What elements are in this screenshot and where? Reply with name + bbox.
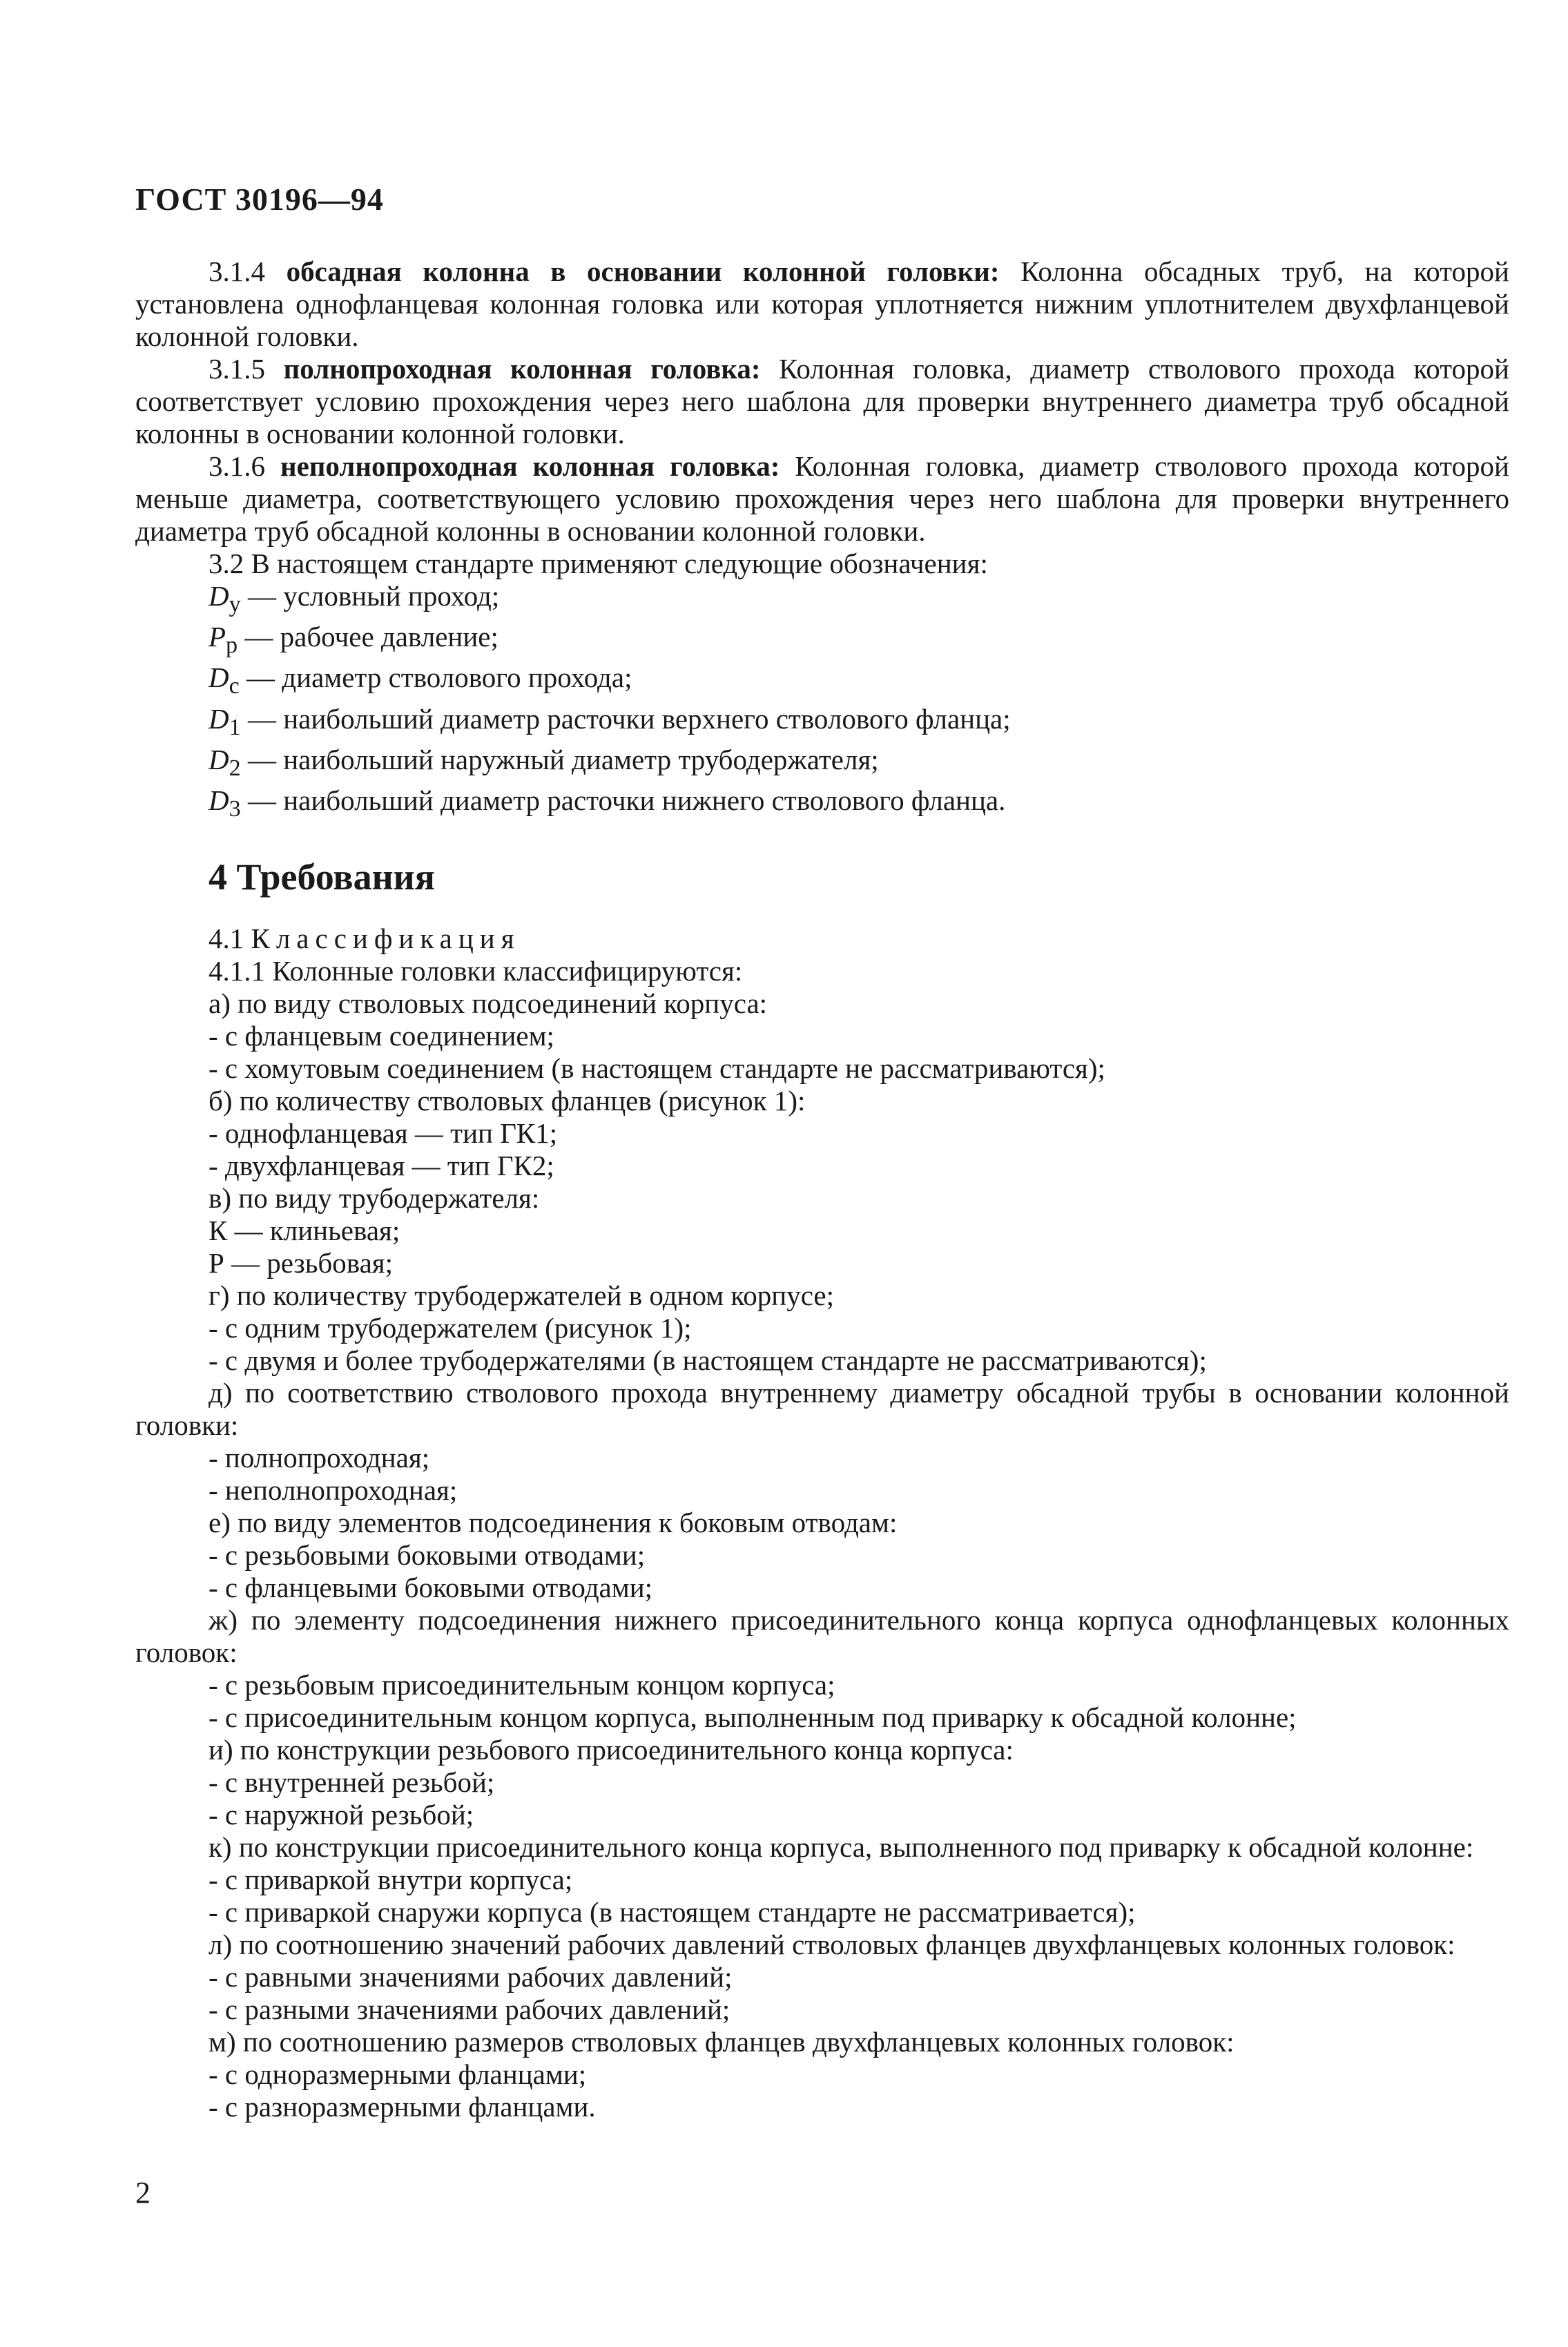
symbol-description: — условный проход; [240, 580, 500, 612]
paragraph-3-1-6 [135, 450, 1509, 548]
symbol-definition [135, 744, 1509, 784]
symbol-definition [135, 580, 1509, 621]
list-item: л) по соотношению значений рабочих давлений стволовых фланцев двухфланцевых колонных головок: [209, 1929, 1455, 1961]
symbol-description: — диаметр стволового прохода; [239, 661, 632, 694]
symbol-subscript: 3 [229, 796, 241, 822]
list-item: - полнопроходная; [209, 1442, 430, 1474]
term: полнопроходная колонная головка: [283, 353, 761, 385]
definition: Колонная головка, диаметр стволового прохода которой меньше диаметра, соответствующего условию прохождения через него шаблона для проверки внутреннего диаметра труб обсадной колонны в основании колонной головки. [135, 450, 1509, 547]
list-item: и) по конструкции резьбового присоединительного конца корпуса: [209, 1734, 1014, 1766]
list-item: - с приваркой внутри корпуса; [209, 1864, 573, 1896]
list-item: - с фланцевым соединением; [209, 1020, 554, 1052]
list-item: а) по виду стволовых подсоединений корпуса: [209, 987, 768, 1020]
symbol-subscript: р [226, 632, 238, 659]
clause-number: 3.1.5 [209, 353, 284, 385]
symbol-subscript: у [229, 592, 241, 618]
list-item: к) по конструкции присоединительного конца корпуса, выполненного под приварку к обсадной колонне: [209, 1831, 1474, 1864]
list-item: - с фланцевыми боковыми отводами; [209, 1572, 653, 1604]
definition: В настоящем стандарте применяют следующие обозначения: [251, 548, 988, 579]
symbol-subscript: с [229, 673, 240, 699]
symbol-description: — наибольший диаметр расточки нижнего стволового фланца. [240, 784, 1006, 816]
list-item: - с наружной резьбой; [209, 1799, 474, 1831]
definition: Колонная головка, диаметр стволового прохода которой соответствует условию прохождения через него шаблона для проверки внутреннего диаметра труб обсадной колонны в основании колонной головки. [135, 353, 1509, 450]
list-item: д) по соответствию стволового прохода внутреннему диаметру обсадной трубы в основании колонной головки: [135, 1377, 1509, 1442]
list-item: - с приваркой снаружи корпуса (в настоящем стандарте не рассматривается); [209, 1896, 1136, 1929]
symbol-list [135, 580, 1509, 825]
subsection-name: Классификация [251, 923, 521, 955]
symbol-description: — наибольший диаметр расточки верхнего стволового фланца; [240, 702, 1011, 735]
list-item: - двухфланцевая — тип ГК2; [209, 1150, 554, 1182]
list-item: ж) по элементу подсоединения нижнего присоединительного конца корпуса однофланцевых колонных головок: [135, 1604, 1509, 1669]
page-number: 2 [135, 2176, 151, 2210]
symbol-description: — рабочее давление; [238, 621, 499, 653]
symbol-subscript: 2 [229, 755, 241, 781]
symbol-subscript: 1 [229, 714, 241, 740]
symbol: D [209, 702, 229, 735]
list-item: - с одним трубодержателем (рисунок 1); [209, 1312, 692, 1344]
symbol: D [209, 661, 229, 694]
definition: Колонна обсадных труб, на которой установлена однофланцевая колонная головка или которая уплотняется нижним уплотнителем двухфланцевой колонной головки. [135, 255, 1510, 352]
symbol: P [209, 621, 226, 653]
section-heading: 4 Требования [209, 856, 436, 898]
list-item: - с двумя и более трубодержателями (в настоящем стандарте не рассматриваются); [209, 1344, 1207, 1377]
symbol: D [209, 580, 229, 612]
document-header: ГОСТ 30196—94 [135, 182, 384, 217]
symbol-definition [135, 661, 1509, 702]
list-item: - с внутренней резьбой; [209, 1766, 495, 1799]
list-item: Р — резьбовая; [209, 1247, 394, 1279]
symbol: D [209, 784, 229, 816]
list-item: е) по виду элементов подсоединения к боковым отводам: [209, 1507, 898, 1539]
list-item: г) по количеству трубодержателей в одном корпусе; [209, 1279, 834, 1312]
symbol: D [209, 743, 229, 775]
symbol-definition [135, 621, 1509, 661]
list-item: в) по виду трубодержателя: [209, 1182, 540, 1215]
list-item: - однофланцевая — тип ГК1; [209, 1117, 558, 1150]
clause-number: 3.1.6 [209, 450, 280, 482]
clause-4-1-1: 4.1.1 Колонные головки классифицируются: [209, 955, 743, 987]
paragraph-3-2 [135, 548, 1509, 580]
list-item: К — клиньевая; [209, 1215, 400, 1247]
list-item: - с резьбовым присоединительным концом корпуса; [209, 1669, 835, 1701]
clause-number: 3.2 [209, 548, 251, 579]
list-item: - с одноразмерными фланцами; [209, 2058, 587, 2091]
list-item: - неполнопроходная; [209, 1474, 458, 1507]
paragraph-3-1-5 [135, 353, 1509, 450]
subsection-title [135, 923, 1509, 955]
document-body [135, 255, 1509, 2123]
list-item: - с хомутовым соединением (в настоящем стандарте не рассматриваются); [209, 1052, 1105, 1085]
subsection-number: 4.1 [209, 923, 251, 955]
list-item: - с резьбовыми боковыми отводами; [209, 1539, 646, 1572]
paragraph-3-1-4 [135, 255, 1509, 353]
list-item: б) по количеству стволовых фланцев (рисунок 1): [209, 1085, 806, 1117]
classification-list [135, 987, 1509, 2123]
list-item: - с разными значениями рабочих давлений; [209, 1993, 730, 2026]
term: обсадная колонна в основании колонной головки: [286, 255, 1000, 287]
list-item: - с присоединительным концом корпуса, выполненным под приварку к обсадной колонне; [209, 1701, 1297, 1734]
symbol-description: — наибольший наружный диаметр трубодержателя; [240, 743, 879, 775]
list-item: - с разноразмерными фланцами. [209, 2091, 596, 2123]
term: неполнопроходная колонная головка: [280, 450, 780, 482]
list-item: - с равными значениями рабочих давлений; [209, 1961, 733, 1993]
symbol-definition [135, 703, 1509, 744]
symbol-definition [135, 784, 1509, 825]
clause-number: 3.1.4 [209, 255, 287, 287]
list-item: м) по соотношению размеров стволовых фланцев двухфланцевых колонных головок: [209, 2026, 1235, 2058]
